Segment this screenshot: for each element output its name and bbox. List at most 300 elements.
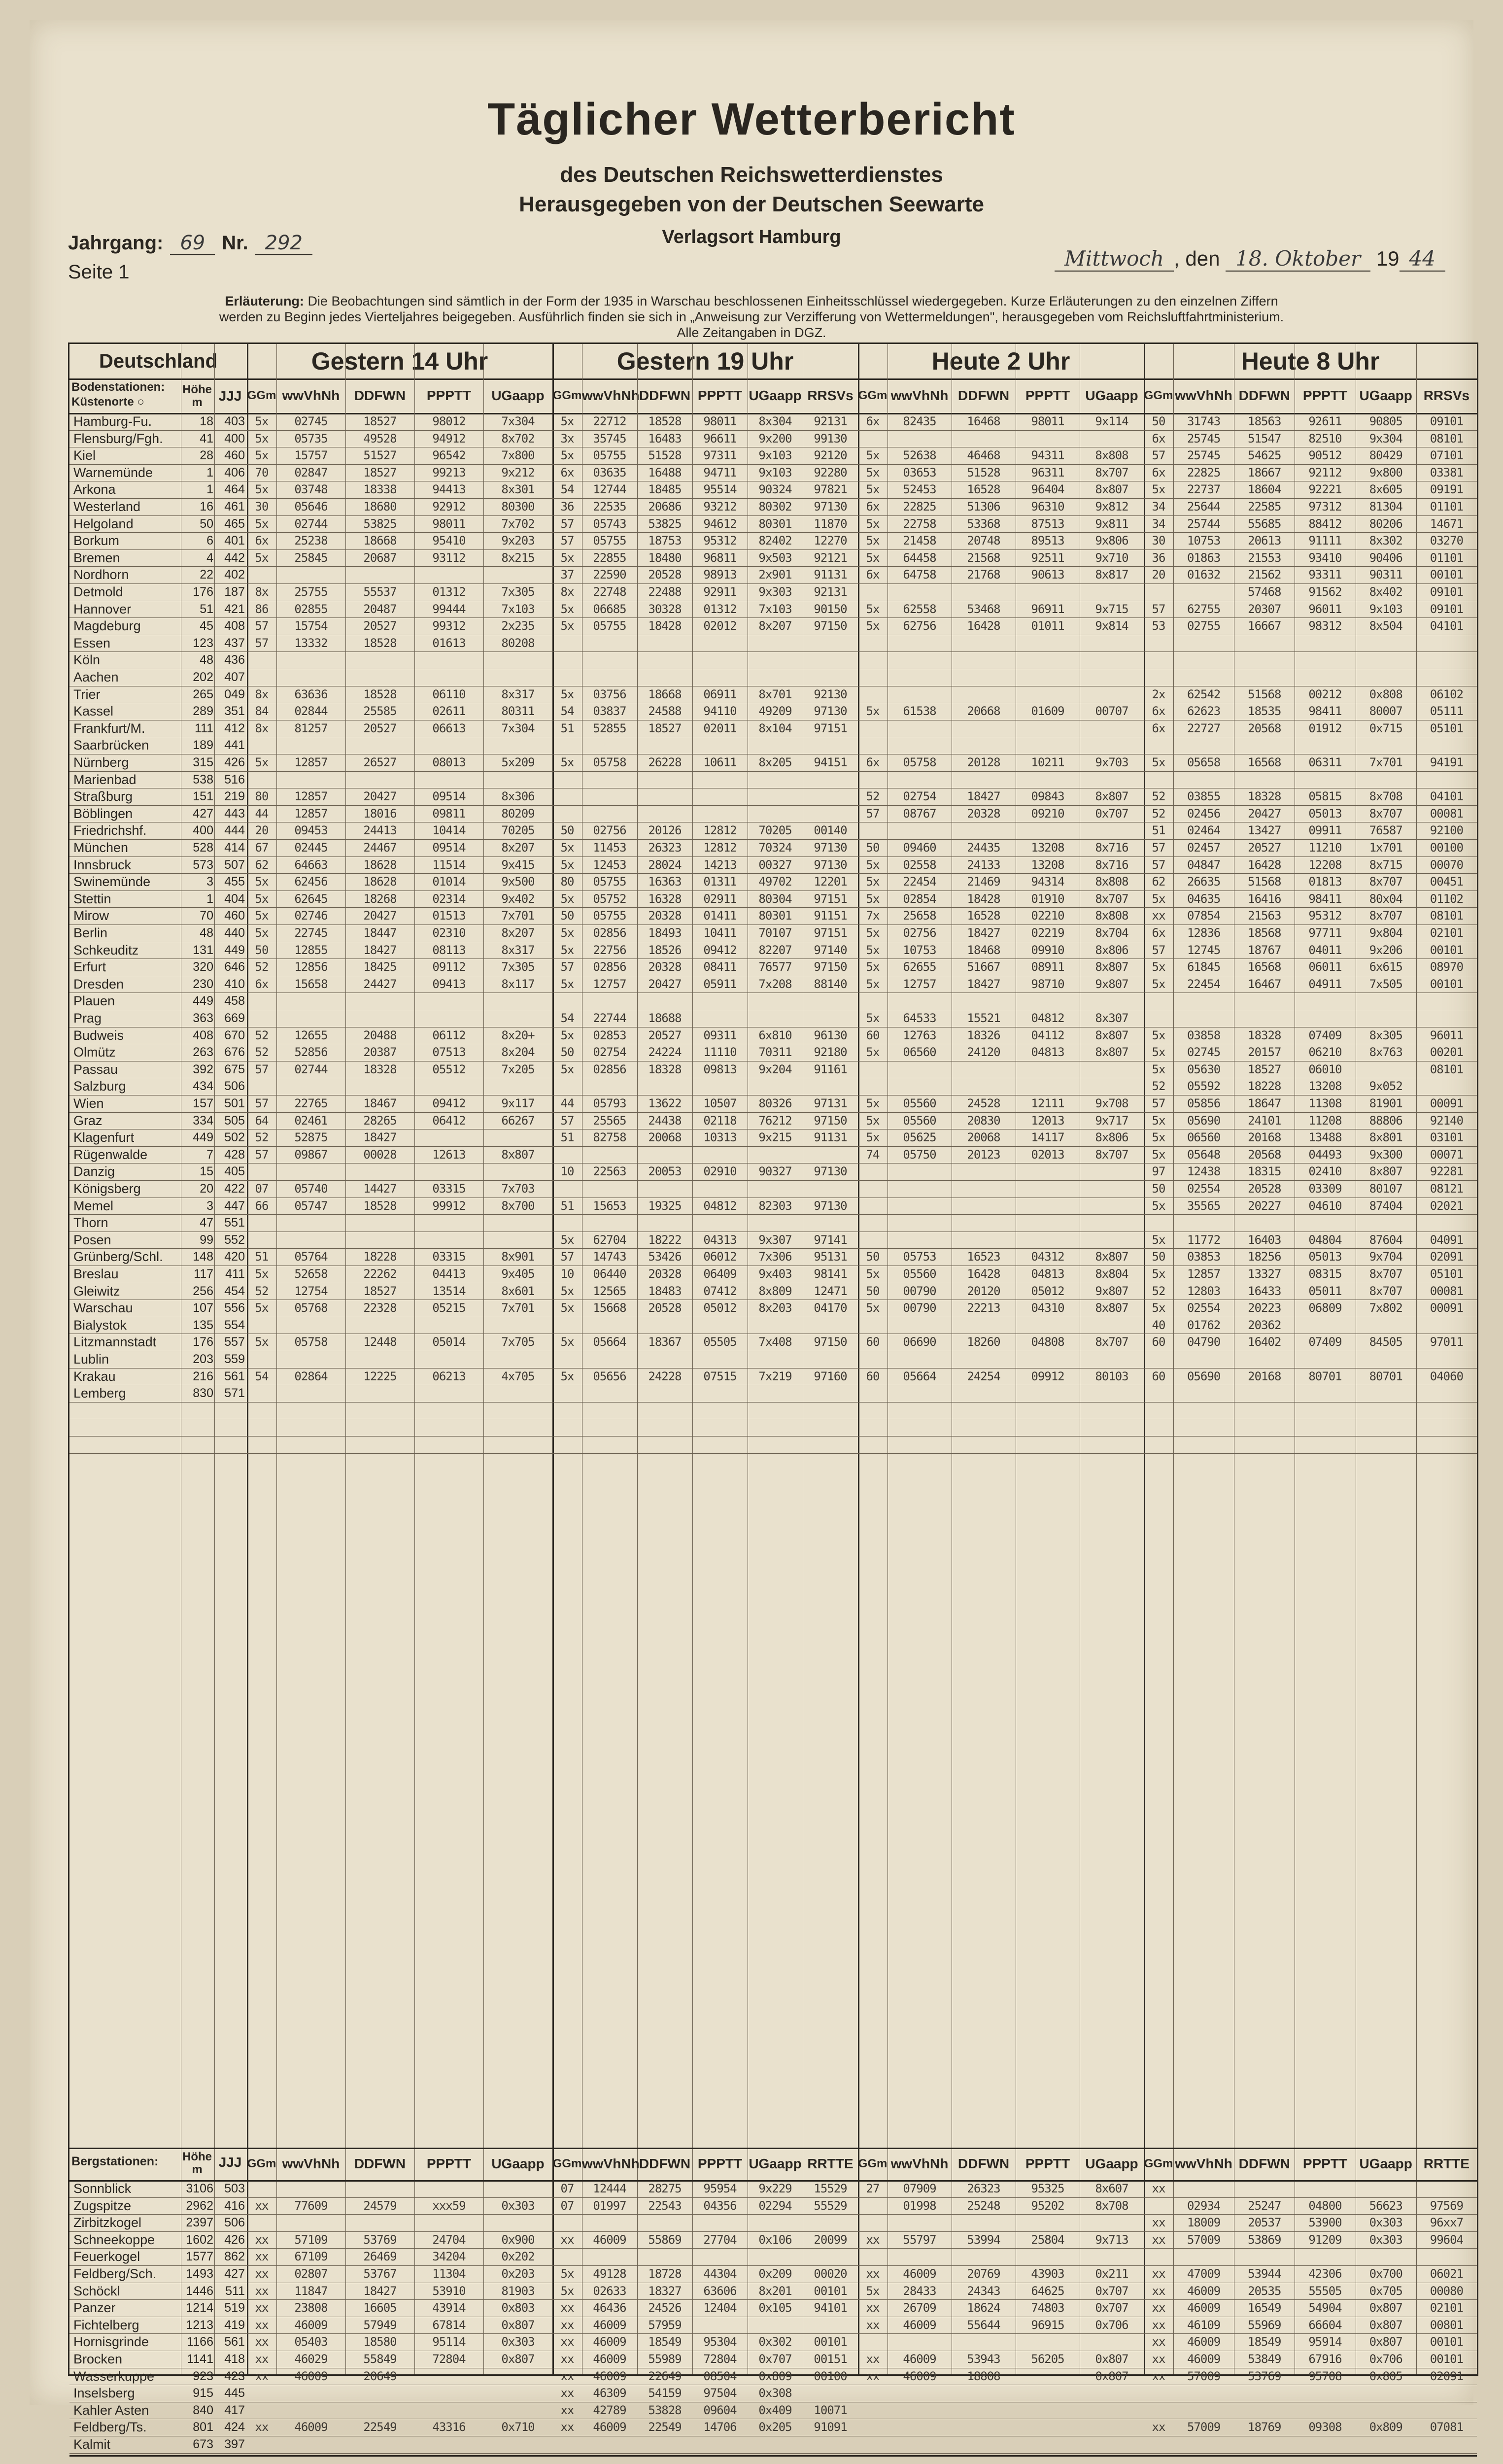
station-46-val-3-4: 87404	[1369, 1198, 1402, 1213]
station-3-val-0-2: 18527	[363, 465, 397, 479]
station-4-val-3-0: 5x	[1152, 482, 1165, 497]
station-22-name: Straßburg	[73, 789, 133, 804]
station-56-val-1-2: 24228	[648, 1369, 682, 1383]
station-0-hoehe: 18	[200, 414, 213, 428]
station-45-jjj: 422	[224, 1182, 245, 1196]
station-2-val-2-1: 52638	[903, 448, 936, 463]
station-15-jjj: 407	[224, 670, 245, 684]
berg-8-val-0-0: xx	[255, 2318, 269, 2332]
station-44-val-3-3: 02410	[1308, 1164, 1342, 1179]
station-27-val-2-2: 21469	[967, 875, 1000, 889]
station-28-val-1-4: 80304	[758, 891, 792, 906]
berg-12-val-1-1: 46309	[593, 2386, 626, 2400]
berg-col-head-2-2: DDFWN	[957, 2156, 1010, 2171]
station-16-val-0-1: 63636	[294, 687, 328, 701]
station-3-val-0-1: 02847	[294, 465, 328, 479]
station-6-val-0-3: 98011	[432, 516, 466, 531]
station-46-val-1-2: 19325	[648, 1198, 682, 1213]
station-17-val-0-4: 80311	[501, 704, 535, 719]
station-51-val-3-3: 05011	[1308, 1284, 1342, 1298]
station-52-val-2-4: 8x807	[1095, 1301, 1128, 1315]
station-23-val-3-3: 05013	[1308, 806, 1342, 821]
station-32-jjj: 646	[224, 960, 245, 974]
berg-10-val-0-1: 46029	[294, 2352, 328, 2366]
station-48-val-3-0: 5x	[1152, 1232, 1165, 1247]
station-3-name: Warnemünde	[73, 465, 153, 480]
station-38-val-0-3: 05512	[432, 1062, 466, 1076]
station-9-hoehe: 22	[200, 568, 213, 582]
station-30-val-3-3: 97711	[1308, 926, 1342, 940]
station-22-val-0-3: 09514	[432, 789, 466, 804]
station-0-val-1-0: 5x	[560, 414, 574, 428]
berg-13-name: Kahler Asten	[73, 2402, 149, 2418]
station-20-val-1-3: 10611	[703, 755, 737, 769]
station-51-val-0-2: 18527	[363, 1284, 397, 1298]
station-25-val-1-2: 26323	[648, 841, 682, 855]
station-51-val-3-4: 8x707	[1369, 1284, 1402, 1298]
berg-hoehe-label: Höhe m	[182, 2150, 212, 2176]
berg-7-val-2-3: 74803	[1031, 2301, 1064, 2315]
station-45-hoehe: 20	[200, 1182, 213, 1196]
station-48-val-3-1: 11772	[1187, 1232, 1221, 1247]
station-56-val-2-2: 24254	[967, 1369, 1000, 1383]
station-25-val-1-5: 97130	[814, 841, 847, 855]
station-18-val-0-1: 81257	[294, 721, 328, 735]
station-26-name: Innsbruck	[73, 857, 132, 872]
station-54-val-0-0: 5x	[255, 1335, 269, 1349]
station-24-val-1-5: 00140	[814, 823, 847, 838]
berg-7-val-0-2: 16605	[363, 2301, 397, 2315]
station-5-val-3-1: 25644	[1187, 500, 1221, 513]
station-40-val-2-1: 05560	[903, 1096, 936, 1110]
station-18-val-0-3: 06613	[432, 721, 466, 735]
berg-8-val-2-1: 46009	[903, 2318, 936, 2332]
station-22-val-3-2: 18328	[1248, 789, 1281, 804]
berg-11-val-3-1: 57009	[1187, 2369, 1221, 2383]
berg-8-val-1-2: 57959	[648, 2318, 682, 2332]
station-30-val-3-4: 9x804	[1369, 926, 1402, 940]
station-13-val-0-2: 18528	[363, 636, 397, 650]
station-45-val-0-1: 05740	[294, 1182, 328, 1196]
station-31-val-0-3: 08113	[432, 943, 466, 957]
berg-col-head-3-4: UGaapp	[1359, 2156, 1412, 2171]
station-48-val-1-2: 18222	[648, 1232, 682, 1247]
station-9-val-2-0: 6x	[866, 568, 880, 582]
station-54-val-3-0: 60	[1152, 1335, 1165, 1349]
berg-4-val-0-0: xx	[255, 2250, 269, 2264]
berg-col-head-1-5: RRTTE	[807, 2156, 854, 2171]
berg-3-val-1-5: 20099	[814, 2232, 847, 2247]
berg-9-val-0-0: xx	[255, 2335, 269, 2349]
berg-8-val-3-2: 55969	[1248, 2318, 1281, 2332]
berg-1-val-1-0: 07	[560, 2198, 574, 2213]
station-40-val-1-1: 05793	[593, 1096, 626, 1110]
station-16-val-1-2: 18668	[648, 687, 682, 701]
berg-0-val-2-1: 07909	[903, 2182, 936, 2195]
station-41-name: Graz	[73, 1113, 102, 1128]
station-46-val-1-4: 82303	[758, 1198, 792, 1213]
station-4-val-1-4: 90324	[758, 482, 792, 497]
berg-5-val-2-2: 20769	[967, 2267, 1000, 2281]
station-33-hoehe: 230	[193, 977, 213, 991]
station-42-val-2-1: 05625	[903, 1130, 936, 1145]
berg-7-val-2-4: 0x707	[1095, 2301, 1128, 2315]
station-16-val-1-1: 03756	[593, 687, 626, 701]
station-11-val-2-3: 96911	[1031, 602, 1064, 616]
station-12-val-2-3: 01011	[1031, 619, 1064, 633]
berg-3-hoehe: 1602	[186, 2232, 213, 2247]
station-51-val-0-0: 52	[255, 1284, 269, 1298]
station-11-jjj: 421	[224, 602, 245, 616]
station-0-val-0-4: 7x304	[501, 414, 535, 428]
station-1-jjj: 400	[224, 431, 245, 445]
station-54-hoehe: 176	[193, 1335, 213, 1349]
station-11-hoehe: 51	[200, 602, 213, 616]
station-40-val-2-0: 5x	[866, 1096, 880, 1110]
station-32-val-1-2: 20328	[648, 960, 682, 974]
station-26-val-0-3: 11514	[432, 857, 466, 872]
berg-0-val-2-4: 8x607	[1095, 2182, 1128, 2195]
berg-6-val-1-0: 5x	[560, 2284, 574, 2298]
vline-col-3-5	[1416, 344, 1417, 2374]
station-4-val-0-0: 5x	[255, 482, 269, 497]
station-40-val-0-4: 9x117	[501, 1096, 535, 1110]
station-37-val-1-3: 11110	[703, 1045, 737, 1060]
station-0-val-3-3: 92611	[1308, 414, 1342, 428]
berg-10-val-3-2: 53849	[1248, 2352, 1281, 2366]
station-29-hoehe: 70	[200, 909, 213, 923]
station-40-val-2-4: 9x708	[1095, 1096, 1128, 1110]
station-32-val-1-1: 02856	[593, 960, 626, 974]
station-24-val-1-2: 20126	[648, 823, 682, 838]
station-51-val-0-4: 8x601	[501, 1284, 535, 1298]
berg-10-val-3-1: 46009	[1187, 2352, 1221, 2366]
station-13-val-0-0: 57	[255, 636, 269, 650]
station-31-val-2-1: 10753	[903, 943, 936, 957]
col-head-2-1: wwVhNh	[890, 388, 949, 403]
station-12-name: Magdeburg	[73, 618, 141, 634]
station-20-val-3-1: 05658	[1187, 755, 1221, 769]
station-54-val-3-4: 84505	[1369, 1335, 1402, 1349]
station-44-name: Danzig	[73, 1164, 115, 1179]
station-0-val-1-1: 22712	[593, 414, 626, 428]
station-37-val-1-2: 24224	[648, 1045, 682, 1060]
station-7-val-2-3: 89513	[1031, 534, 1064, 548]
station-52-val-0-1: 05768	[294, 1301, 328, 1315]
station-42-val-1-4: 9x215	[758, 1130, 792, 1145]
station-28-val-2-4: 8x707	[1095, 891, 1128, 906]
station-45-name: Königsberg	[73, 1181, 141, 1196]
station-56-val-2-1: 05664	[903, 1369, 936, 1383]
berg-11-val-3-0: xx	[1152, 2369, 1165, 2383]
station-49-val-1-3: 06012	[703, 1250, 737, 1264]
station-41-val-3-0: 5x	[1152, 1113, 1165, 1128]
station-18-val-0-4: 7x304	[501, 721, 535, 735]
station-41-val-0-1: 02461	[294, 1113, 328, 1128]
station-20-jjj: 426	[224, 755, 245, 769]
station-0-name: Hamburg-Fu.	[73, 414, 152, 429]
station-44-val-1-4: 90327	[758, 1164, 792, 1179]
station-27-val-1-4: 49702	[758, 875, 792, 889]
station-2-val-1-2: 51528	[648, 448, 682, 463]
station-44-jjj: 405	[224, 1164, 245, 1179]
station-5-val-1-1: 22535	[593, 500, 626, 513]
berg-col-head-3-0: GGm	[1144, 2157, 1173, 2170]
station-49-val-3-4: 9x704	[1369, 1250, 1402, 1264]
station-56-val-2-4: 80103	[1095, 1369, 1128, 1383]
station-52-val-2-1: 00790	[903, 1301, 936, 1315]
station-2-val-0-4: 7x800	[501, 448, 535, 463]
station-36-val-3-2: 18328	[1248, 1028, 1281, 1042]
station-48-val-1-0: 5x	[560, 1232, 574, 1247]
station-50-jjj: 411	[225, 1267, 245, 1281]
station-4-val-1-0: 54	[560, 482, 574, 497]
station-6-val-0-4: 7x702	[501, 516, 535, 531]
station-12-jjj: 408	[224, 619, 245, 633]
station-4-jjj: 464	[224, 482, 245, 497]
station-9-val-1-5: 91131	[814, 568, 847, 582]
station-17-val-3-1: 62623	[1187, 704, 1221, 719]
station-27-val-1-1: 05755	[593, 875, 626, 889]
station-30-val-3-0: 6x	[1152, 926, 1165, 940]
station-51-val-1-3: 07412	[703, 1284, 737, 1298]
station-40-val-0-3: 09412	[432, 1096, 466, 1110]
station-40-val-3-4: 81901	[1369, 1096, 1402, 1110]
station-43-val-0-3: 12613	[432, 1147, 466, 1162]
station-12-val-1-5: 97150	[814, 619, 847, 633]
station-49-val-3-3: 05013	[1308, 1250, 1342, 1264]
station-37-val-1-1: 02754	[593, 1045, 626, 1060]
berg-9-hoehe: 1166	[187, 2335, 213, 2349]
berg-6-jjj: 511	[225, 2284, 245, 2298]
station-28-val-3-5: 01102	[1430, 891, 1464, 906]
col-head-2-2: DDFWN	[957, 388, 1010, 403]
station-54-val-1-0: 5x	[560, 1335, 574, 1349]
station-12-val-3-1: 02755	[1187, 619, 1221, 633]
berg-8-val-2-4: 0x706	[1095, 2318, 1128, 2332]
berg-8-val-3-1: 46109	[1187, 2318, 1221, 2332]
berg-6-val-1-2: 18327	[648, 2284, 682, 2298]
station-51-val-2-1: 00790	[903, 1284, 936, 1298]
station-20-val-2-3: 10211	[1031, 755, 1064, 769]
station-2-val-3-1: 25745	[1187, 448, 1221, 463]
station-43-val-2-2: 20123	[967, 1147, 1000, 1162]
station-17-val-1-5: 97130	[814, 704, 847, 719]
station-37-val-2-0: 5x	[866, 1045, 880, 1060]
station-9-val-1-3: 98913	[703, 568, 737, 582]
berg-8-name: Fichtelberg	[73, 2317, 139, 2332]
erlaeuterung-label: Erläuterung:	[225, 294, 304, 308]
berg-13-jjj: 417	[224, 2403, 245, 2417]
station-46-val-0-1: 05747	[294, 1198, 328, 1213]
berg-6-val-1-1: 02633	[593, 2284, 626, 2298]
station-11-val-1-5: 90150	[814, 602, 847, 616]
berg-7-val-3-4: 0x807	[1369, 2301, 1402, 2315]
station-6-val-0-1: 02744	[294, 516, 328, 531]
station-56-val-3-3: 80701	[1308, 1369, 1342, 1383]
station-50-val-0-1: 52658	[294, 1267, 328, 1281]
berg-5-val-2-1: 46009	[903, 2267, 936, 2281]
station-4-val-3-3: 92221	[1308, 482, 1342, 497]
station-46-val-0-0: 66	[255, 1198, 269, 1213]
station-28-val-1-3: 02911	[703, 891, 737, 906]
station-35-val-2-1: 64533	[903, 1011, 936, 1025]
station-44-val-3-4: 8x807	[1369, 1164, 1402, 1179]
station-56-hoehe: 216	[193, 1369, 213, 1383]
berg-2-jjj: 506	[224, 2216, 245, 2230]
station-14-name: Köln	[73, 652, 101, 668]
station-51-val-3-5: 00081	[1430, 1284, 1464, 1298]
berg-9-jjj: 561	[224, 2335, 245, 2349]
station-57-jjj: 571	[224, 1386, 245, 1401]
station-48-val-3-3: 04804	[1308, 1232, 1342, 1247]
station-37-val-3-0: 5x	[1152, 1045, 1165, 1060]
station-5-val-3-3: 97312	[1308, 500, 1342, 513]
station-10-val-1-1: 22748	[593, 585, 626, 599]
berg-2-val-3-4: 0x303	[1369, 2216, 1402, 2230]
station-9-val-3-3: 93311	[1308, 568, 1342, 582]
station-14-hoehe: 48	[200, 653, 213, 667]
station-1-val-1-5: 99130	[814, 431, 847, 445]
station-38-name: Passau	[73, 1061, 118, 1077]
station-53-val-3-1: 01762	[1187, 1318, 1221, 1332]
station-31-val-0-1: 12855	[294, 943, 328, 957]
station-51-val-1-2: 18483	[648, 1284, 682, 1298]
station-26-val-1-3: 14213	[703, 857, 737, 872]
berg-col-head-3-1: wwVhNh	[1175, 2156, 1232, 2171]
berg-15-hoehe: 673	[193, 2437, 213, 2451]
station-6-hoehe: 50	[200, 516, 213, 531]
station-35-val-1-0: 54	[560, 1011, 574, 1025]
station-31-val-0-2: 18427	[363, 943, 397, 957]
berg-3-val-0-0: xx	[255, 2232, 269, 2247]
station-6-val-3-3: 88412	[1308, 516, 1342, 531]
station-28-val-0-4: 9x402	[501, 891, 535, 906]
berg-6-val-3-4: 0x705	[1369, 2284, 1402, 2298]
station-11-val-0-4: 7x103	[501, 602, 535, 616]
station-29-val-1-1: 05755	[593, 909, 626, 923]
station-45-val-0-4: 7x703	[501, 1182, 535, 1196]
station-label-1: Bodenstationen:	[71, 380, 165, 394]
station-18-val-3-4: 0x715	[1369, 721, 1402, 735]
station-16-val-1-3: 06911	[703, 687, 737, 701]
station-18-val-3-2: 20568	[1248, 721, 1281, 735]
station-1-name: Flensburg/Fgh.	[73, 431, 163, 446]
station-23-val-0-4: 80209	[501, 806, 535, 821]
station-27-val-0-3: 01014	[432, 875, 466, 889]
berg-14-val-3-1: 57009	[1187, 2420, 1221, 2434]
station-51-val-2-2: 20120	[967, 1284, 1000, 1298]
station-50-val-3-2: 13327	[1248, 1267, 1281, 1281]
station-40-val-0-1: 22765	[294, 1096, 328, 1110]
station-38-val-3-2: 18527	[1248, 1062, 1281, 1076]
station-5-val-2-1: 22825	[903, 500, 936, 513]
station-54-val-3-3: 07409	[1308, 1335, 1342, 1349]
station-32-val-3-5: 08970	[1430, 960, 1464, 974]
station-18-val-0-0: 8x	[255, 721, 269, 735]
erlaeuterung	[103, 293, 1400, 341]
berg-10-val-1-5: 00151	[814, 2352, 847, 2366]
station-54-val-1-4: 7x408	[758, 1335, 792, 1349]
station-5-val-1-2: 20686	[648, 500, 682, 513]
station-51-val-0-1: 12754	[294, 1284, 328, 1298]
station-26-val-1-0: 5x	[560, 857, 574, 872]
station-46-hoehe: 3	[206, 1198, 213, 1213]
station-23-val-3-4: 8x707	[1369, 806, 1402, 821]
station-17-val-1-1: 03837	[593, 704, 626, 719]
station-52-val-2-3: 04310	[1031, 1301, 1064, 1315]
station-44-val-1-2: 20053	[648, 1164, 682, 1179]
station-3-val-0-0: 70	[255, 465, 269, 479]
station-8-val-0-1: 25845	[294, 550, 328, 565]
station-4-val-0-1: 03748	[294, 482, 328, 497]
station-31-val-3-3: 04011	[1308, 943, 1342, 957]
berg-10-val-1-2: 55989	[648, 2352, 682, 2366]
berg-11-val-1-0: xx	[560, 2369, 574, 2383]
station-24-val-3-5: 92100	[1430, 823, 1464, 838]
station-3-val-2-2: 51528	[967, 465, 1000, 479]
station-0-val-3-4: 90805	[1369, 414, 1402, 428]
station-24-val-3-4: 76587	[1369, 823, 1402, 838]
station-48-val-3-5: 04091	[1430, 1232, 1464, 1247]
station-5-val-0-0: 30	[255, 500, 269, 513]
col-head-3-2: DDFWN	[1238, 388, 1290, 403]
station-27-val-3-4: 8x707	[1369, 875, 1402, 889]
station-2-val-2-0: 5x	[866, 448, 880, 463]
station-9-val-3-4: 90311	[1369, 568, 1402, 582]
station-26-val-3-1: 04847	[1187, 857, 1221, 872]
station-10-val-1-4: 9x303	[758, 585, 792, 599]
station-5-val-1-0: 36	[560, 500, 574, 513]
station-44-val-1-3: 02910	[703, 1164, 737, 1179]
station-46-val-0-4: 8x700	[501, 1198, 535, 1213]
station-36-val-2-2: 18326	[967, 1028, 1000, 1042]
berg-0-jjj: 503	[224, 2182, 245, 2195]
station-2-name: Kiel	[73, 448, 96, 463]
berg-1-val-2-1: 01998	[903, 2198, 936, 2213]
berg-11-val-3-2: 53769	[1248, 2369, 1281, 2383]
station-7-val-0-1: 25238	[294, 534, 328, 548]
berg-8-val-2-2: 55644	[967, 2318, 1000, 2332]
station-7-val-0-2: 18668	[363, 534, 397, 548]
station-38-val-0-2: 18328	[363, 1062, 397, 1076]
station-41-val-2-4: 9x717	[1095, 1113, 1128, 1128]
berg-6-val-1-3: 63606	[703, 2284, 737, 2298]
station-22-val-3-0: 52	[1152, 789, 1165, 804]
station-40-val-0-0: 57	[255, 1096, 269, 1110]
col-head-2-3: PPPTT	[1025, 388, 1070, 403]
berg-1-val-2-3: 95202	[1031, 2198, 1064, 2213]
station-17-val-2-2: 20668	[967, 704, 1000, 719]
station-40-hoehe: 157	[193, 1096, 213, 1110]
berg-7-val-1-5: 94101	[814, 2301, 847, 2315]
berg-5-val-3-1: 47009	[1187, 2267, 1221, 2281]
station-16-val-0-2: 18528	[363, 687, 397, 701]
station-43-val-0-1: 09867	[294, 1147, 328, 1162]
station-35-val-1-2: 18688	[648, 1011, 682, 1025]
station-27-jjj: 455	[224, 875, 245, 889]
station-6-val-2-4: 9x811	[1095, 516, 1128, 531]
berg-1-val-0-2: 24579	[363, 2198, 397, 2213]
station-37-val-0-2: 20387	[363, 1045, 397, 1060]
station-52-val-0-0: 5x	[255, 1301, 269, 1315]
berg-1-jjj: 416	[224, 2198, 245, 2213]
berg-5-val-1-1: 49128	[593, 2267, 626, 2281]
station-12-val-0-1: 15754	[294, 619, 328, 633]
berg-14-val-0-0: xx	[255, 2420, 269, 2434]
station-31-val-3-0: 57	[1152, 943, 1165, 957]
station-16-val-3-0: 2x	[1152, 687, 1165, 701]
